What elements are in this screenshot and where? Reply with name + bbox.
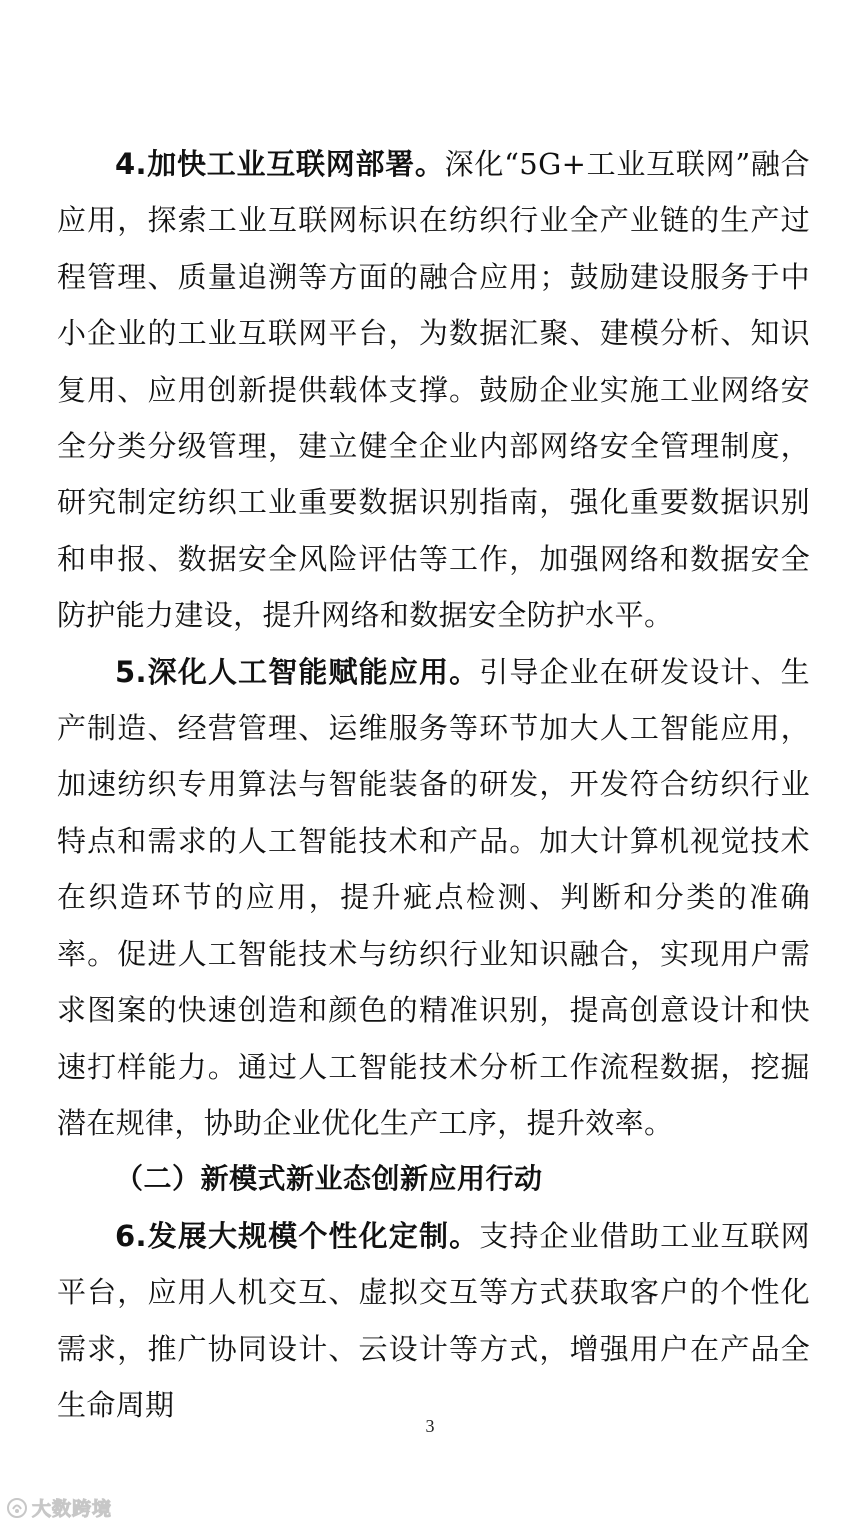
- paragraph-6-text: 支持企业借助工业互联网平台，应用人机交互、虚拟交互等方式获取客户的个性化需求，推广协同设计、云设计等方式，增强用户在产品全生命周期: [57, 1218, 810, 1422]
- paragraph-4-heading: 4.加快工业互联网部署。: [115, 147, 445, 181]
- document-body: [57, 136, 810, 1433]
- paragraph-5: [57, 644, 810, 1152]
- paragraph-6-heading: 6.发展大规模个性化定制。: [115, 1218, 480, 1253]
- section-heading: （二）新模式新业态创新应用行动: [115, 1162, 543, 1196]
- paragraph-4: [57, 136, 810, 644]
- watermark-logo-icon: [6, 1497, 28, 1519]
- paragraph-5-heading: 5.深化人工智能赋能应用。: [115, 654, 480, 689]
- watermark: [6, 1494, 112, 1521]
- watermark-text: 大数跨境: [32, 1498, 113, 1520]
- paragraph-5-text: 引导企业在研发设计、生产制造、经营管理、运维服务等环节加大人工智能应用，加速纺织专用算法与智能装备的研发，开发符合纺织行业特点和需求的人工智能技术和产品。加大计算机视觉技术在织造环节的应用，提升疵点检测、判断和分类的准确率。促进人工智能技术与纺织行业知识融合，实现用户需求图案的快速创造和颜色的精准识别，提高创意设计和快速打样能力。通过人工智能技术分析工作流程数据，挖掘潜在规律，协助企业优化生产工序，提升效率。: [57, 654, 810, 1140]
- page-number: 3: [425, 1416, 435, 1436]
- paragraph-4-text: 深化“5G+工业互联网”融合应用，探索工业互联网标识在纺织行业全产业链的生产过程管理、质量追溯等方面的融合应用；鼓励建设服务于中小企业的工业互联网平台，为数据汇聚、建模分析、知识复用、应用创新提供载体支撑。鼓励企业实施工业网络安全分类分级管理，建立健全企业内部网络安全管理制度，研究制定纺织工业重要数据识别指南，强化重要数据识别和申报、数据安全风险评估等工作，加强网络和数据安全防护能力建设，提升网络和数据安全防护水平。: [57, 147, 810, 633]
- paragraph-6: [57, 1208, 810, 1434]
